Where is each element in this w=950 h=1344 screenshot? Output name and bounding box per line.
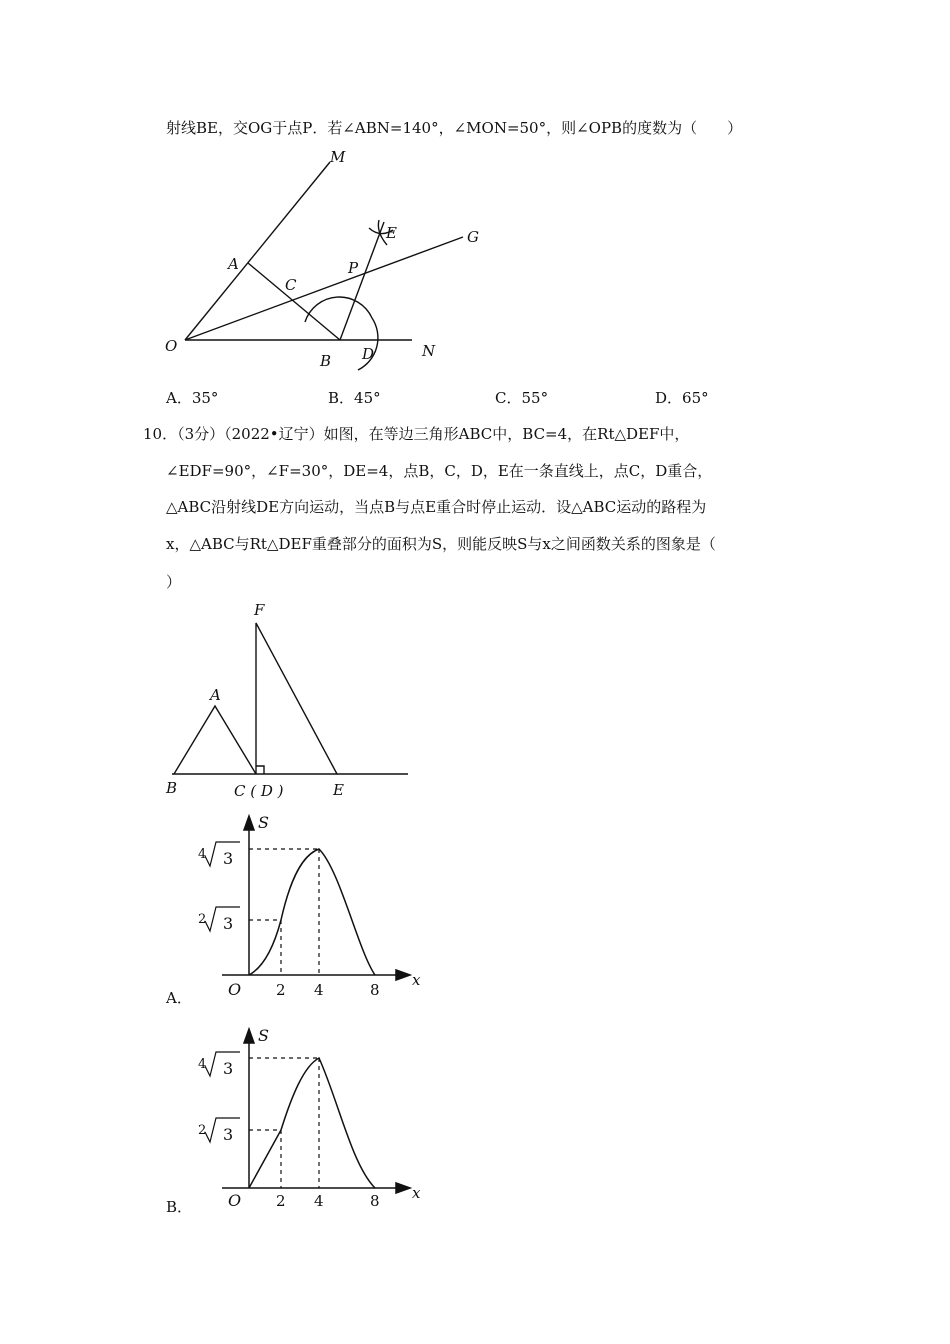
label-A2: A [210,686,221,704]
label-A: A [228,255,239,273]
ytick-4-coef: 4 [198,1057,207,1072]
label-B: B [320,352,332,370]
q9-option-d[interactable]: D．65° [655,389,709,407]
tick-4: 4 [314,1192,324,1210]
axis-label-s: S [258,1026,269,1045]
label-D: D [362,345,375,363]
label-F: F [254,601,265,619]
origin-label: O [228,980,242,999]
q9-option-b[interactable]: B．45° [328,389,381,407]
ytick-2-rad: 3 [223,1125,234,1144]
ytick-2-coef: 2 [198,912,207,927]
ytick-4-rad: 3 [223,849,234,868]
label-N: N [422,342,436,360]
tick-2: 2 [276,981,286,999]
label-CD: C ( D ) [234,782,284,800]
label-M: M [330,148,346,166]
label-C: C [285,276,297,294]
x-arrow [396,1183,410,1193]
q10-stem-line-1: 10．（3分）（2022•辽宁）如图，在等边三角形ABC中，BC=4，在Rt△DEF中， [143,425,690,443]
graph-a-option-label[interactable]: A． [166,989,192,1007]
axis-label-x: x [412,1184,421,1202]
label-E: E [386,224,397,242]
axis-label-x: x [412,971,421,989]
ytick-4-coef: 4 [198,847,207,862]
tick-4: 4 [314,981,324,999]
label-G: G [467,228,479,246]
q10-stem-line-3: △ABC沿射线DE方向运动，当点B与点E重合时停止运动．设△ABC运动的路程为 [166,498,707,516]
ytick-2-rad: 3 [223,914,234,933]
q10-stem-line-2: ∠EDF=90°，∠F=30°，DE=4，点B，C，D，E在一条直线上，点C，D重合， [166,462,713,480]
tick-8: 8 [370,981,380,999]
label-O: O [165,337,178,355]
q9-option-c[interactable]: C．55° [495,389,549,407]
graph-b-option-label[interactable]: B． [166,1198,193,1216]
q9-stem-tail: 射线BE，交OG于点P．若∠ABN=140°，∠MON=50°，则∠OPB的度数为（ ） [166,119,743,137]
label-E2: E [333,781,344,799]
y-arrow [244,1029,254,1043]
origin-label: O [228,1191,242,1210]
label-P: P [348,259,359,277]
tick-8: 8 [370,1192,380,1210]
ytick-4-rad: 3 [223,1059,234,1078]
ytick-2-coef: 2 [198,1123,207,1138]
axis-label-s: S [258,813,269,832]
label-B2: B [166,779,178,797]
curve-b [249,1058,375,1188]
q9-option-a[interactable]: A．35° [166,389,219,407]
q10-stem-line-5: ） [166,573,182,591]
tick-2: 2 [276,1192,286,1210]
q10-stem-line-4: x，△ABC与Rt△DEF重叠部分的面积为S，则能反映S与x之间函数关系的图象是（ [166,535,716,553]
